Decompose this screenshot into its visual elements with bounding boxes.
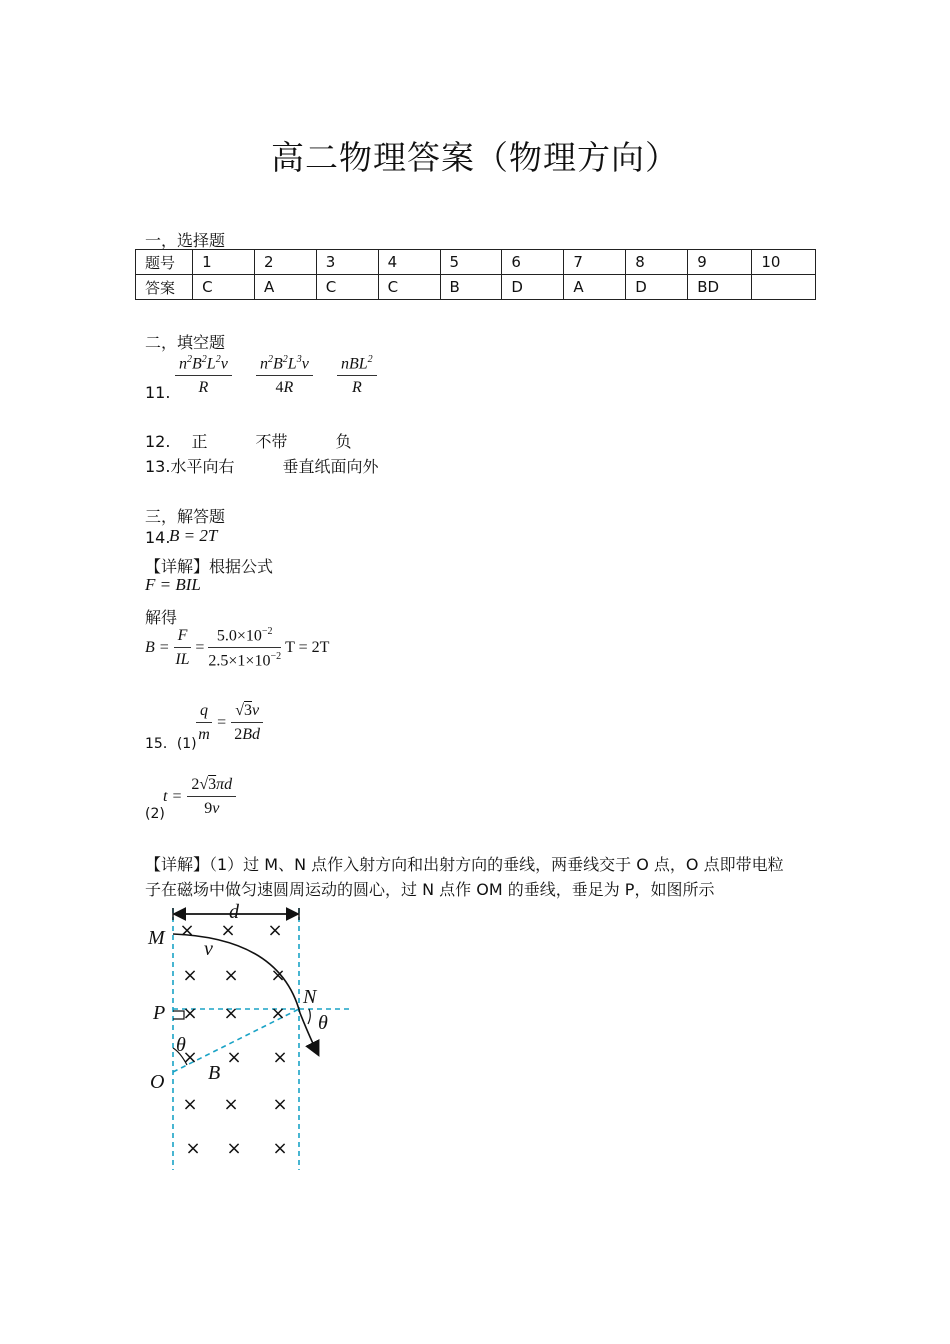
field-cross-icon: × — [182, 1094, 198, 1115]
label-theta-n: θ — [318, 1012, 328, 1034]
field-cross-icon: × — [226, 1047, 242, 1068]
answer-table — [135, 249, 816, 300]
table-cell: 4 — [378, 250, 440, 275]
q14-detail-label: 【详解】根据公式 — [145, 557, 274, 576]
q11-frac3-num: nBL — [341, 355, 368, 373]
q11-formula-3: $\frac{nBL^2}{R}$ — [337, 354, 377, 397]
label-v: v — [204, 938, 213, 960]
field-cross-icon: × — [272, 1138, 288, 1159]
field-cross-icon: × — [223, 965, 239, 986]
field-cross-icon: × — [270, 1003, 286, 1024]
table-cell: 10 — [752, 250, 816, 275]
q15-detail-line-1: 【详解】（1）过 M、N 点作入射方向和出射方向的垂线，两垂线交于 O 点，O 点即带电粒 — [145, 855, 784, 874]
field-cross-icon: × — [272, 1047, 288, 1068]
field-cross-icon: × — [220, 920, 236, 941]
field-cross-icon: × — [182, 1047, 198, 1068]
magnetic-field-diagram — [140, 898, 360, 1178]
field-cross-icon: × — [182, 965, 198, 986]
table-cell: 2 — [254, 250, 316, 275]
label-B: B — [208, 1062, 221, 1084]
q14-answer: B = 2T — [169, 526, 218, 545]
table-cell: 6 — [502, 250, 564, 275]
table-cell: BD — [688, 275, 752, 300]
table-cell: C — [378, 275, 440, 300]
table-cell: A — [254, 275, 316, 300]
section-heading-fill: 二，填空题 — [145, 333, 226, 352]
field-cross-icon: × — [179, 920, 195, 941]
field-cross-icon: × — [270, 965, 286, 986]
field-cross-icon: × — [226, 1138, 242, 1159]
section-heading-choice: 一，选择题 — [145, 231, 226, 250]
table-cell: A — [564, 275, 626, 300]
table-cell: 3 — [316, 250, 378, 275]
q15-1-label: 15．(1) — [145, 736, 197, 752]
field-cross-icon: × — [182, 1003, 198, 1024]
table-row-numbers — [136, 250, 816, 275]
q11-formula-2: $\frac{n^2B^2L^3v}{4R}$ — [256, 354, 313, 397]
section-heading-solve: 三，解答题 — [145, 507, 226, 526]
q14-calculation: B = $\frac{F}{IL}$ = $\frac{5.0\times 10^{-2}}{2.5\times 1\times 10^{-2}}$ T = 2T — [145, 626, 330, 670]
label-d: d — [229, 901, 239, 923]
q14-formula: F = BIL — [145, 575, 201, 594]
q14-label: 14. — [145, 528, 171, 547]
q11-frac3-den: R — [351, 379, 362, 397]
table-cell: 9 — [688, 250, 752, 275]
label-O: O — [150, 1071, 165, 1093]
q13-answer: 13.水平向右 垂直纸面向外 — [145, 457, 379, 476]
q12-answer: 12. 正 不带 负 — [145, 432, 352, 451]
table-row-answers — [136, 275, 816, 300]
q11-label: 11. — [145, 383, 171, 402]
field-cross-icon: × — [223, 1094, 239, 1115]
label-M: M — [148, 927, 165, 949]
table-cell: C — [193, 275, 255, 300]
particle-trajectory — [173, 934, 318, 1054]
table-cell: 5 — [440, 250, 502, 275]
table-cell: 1 — [193, 250, 255, 275]
table-cell: B — [440, 275, 502, 300]
page-title: 高二物理答案（物理方向） — [271, 138, 679, 177]
table-cell: 答案 — [136, 275, 193, 300]
q14-solve-label: 解得 — [145, 608, 178, 627]
table-cell: 7 — [564, 250, 626, 275]
label-P: P — [153, 1002, 166, 1024]
q15-2-label: (2) — [145, 806, 165, 822]
table-cell: 题号 — [136, 250, 193, 275]
table-cell: 8 — [626, 250, 688, 275]
label-theta-o: θ — [176, 1034, 186, 1056]
theta-arc-n — [308, 1009, 310, 1024]
field-cross-icon: × — [272, 1094, 288, 1115]
table-cell: D — [502, 275, 564, 300]
field-cross-icon: × — [223, 1003, 239, 1024]
label-N: N — [303, 986, 317, 1008]
table-cell — [752, 275, 816, 300]
q15-1-formula: $\frac{q}{m}$ = $\frac{√3v}{2Bd}$ — [196, 702, 263, 744]
table-cell: C — [316, 275, 378, 300]
q15-2-formula: t = $\frac{2√3\pi d}{9v}$ — [163, 776, 236, 818]
field-cross-icon: × — [185, 1138, 201, 1159]
q11-formula-1: $\frac{n^2B^2L^2v}{R}$ — [175, 354, 232, 397]
table-cell: D — [626, 275, 688, 300]
field-cross-icon: × — [267, 920, 283, 941]
q15-detail-line-2: 子在磁场中做匀速圆周运动的圆心，过 N 点作 OM 的垂线，垂足为 P，如图所示 — [145, 880, 715, 899]
